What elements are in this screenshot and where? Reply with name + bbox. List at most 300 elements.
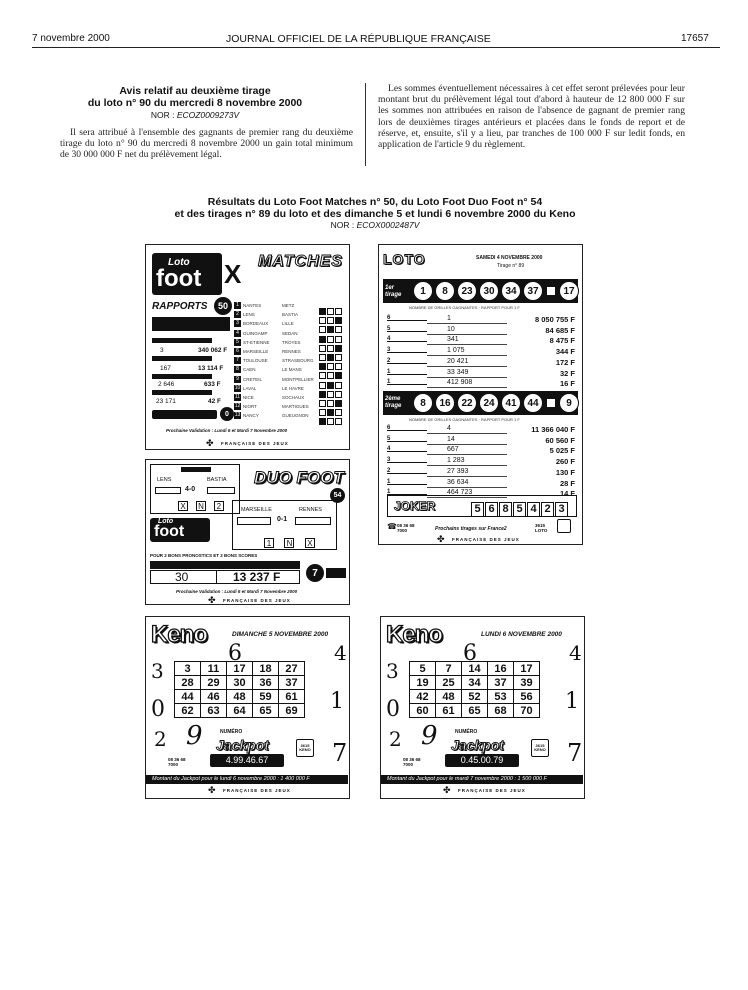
- lotofoot-gain-amount: 633 F: [204, 381, 221, 388]
- keno-deco-digit: 2: [389, 727, 402, 751]
- keno2-jackpot-number: 0.45.00.79: [445, 754, 519, 767]
- loto-row-count: 14: [447, 435, 455, 443]
- duofoot-team: BASTIA: [207, 477, 227, 483]
- rang-label: 1: [387, 370, 427, 375]
- row-divider: [427, 326, 507, 335]
- loto-ball: 1: [413, 281, 433, 301]
- loto-row-amount: 28 F: [559, 478, 575, 488]
- lotofoot-gain-amount: 13 114 F: [198, 365, 224, 372]
- loto-complementary-ball: 9: [559, 393, 579, 413]
- rang-label: 6: [387, 316, 427, 321]
- lotofoot-rang-bar: [152, 317, 230, 331]
- keno2-numero: NUMÉRO: [455, 729, 478, 735]
- resultats-title-line2: et des tirages n° 89 du loto et des dimanche 5 et lundi 6 novembre 2000 du Keno: [174, 208, 576, 220]
- team-home: GUINGAMP: [243, 330, 268, 336]
- duofoot-validation: Prochaine Validation : Lundi 6 et Mardi 7 Novembre 2000: [176, 589, 298, 594]
- keno1-fdj: FRANÇAISE DES JEUX: [223, 788, 291, 793]
- duofoot-number-badge: 54: [330, 488, 345, 503]
- keno-number: 70: [514, 704, 540, 718]
- keno-number: 18: [253, 662, 279, 676]
- loto-tirage: Tirage n° 89: [497, 263, 525, 269]
- lotofoot-logo-top: Loto: [168, 257, 190, 268]
- lotofoot-rapports: RAPPORTS: [152, 301, 208, 312]
- keno2-number-grid: [409, 661, 540, 718]
- keno-number: 37: [279, 676, 305, 690]
- duofoot-bar: [150, 561, 300, 569]
- keno-number: 63: [201, 704, 227, 718]
- rang-label: 6: [387, 426, 427, 431]
- loto-row-count: 36 634: [447, 478, 469, 486]
- loto-minitel: 3615 LOTO: [535, 523, 548, 533]
- team-away: MONTPELLIER: [282, 376, 314, 382]
- column-separator: [365, 83, 366, 166]
- team-home: NANCY: [243, 413, 259, 419]
- lotofoot-logo-main: foot: [156, 265, 202, 292]
- keno-row: [410, 662, 540, 676]
- duofoot-divider: [216, 571, 217, 583]
- row-divider: [427, 457, 507, 466]
- keno-number: 48: [227, 690, 253, 704]
- keno-number: 61: [279, 690, 305, 704]
- duofoot-team: MARSEILLE: [241, 507, 272, 513]
- keno1-jackpot: Jackpot: [216, 737, 269, 753]
- duofoot-box: X: [178, 501, 188, 511]
- loto-ball: 22: [457, 393, 477, 413]
- keno-deco-digit: 0: [386, 697, 400, 722]
- keno-number: 34: [462, 676, 488, 690]
- keno-row: [175, 662, 305, 676]
- loto-row-amount: 14 F: [559, 489, 575, 499]
- keno-row: [175, 704, 305, 718]
- header-date: 7 novembre 2000: [32, 33, 110, 44]
- match-index: 2: [234, 311, 241, 318]
- lotofoot-gain-count: 23 171: [156, 398, 176, 405]
- duofoot-amount: 13 237 F: [233, 570, 281, 584]
- rang-label: 1: [387, 490, 427, 495]
- joker-digit: 4: [527, 502, 540, 517]
- keno-number: 62: [175, 704, 201, 718]
- keno1-logo: Keno: [151, 621, 207, 648]
- team-away: BASTIA: [282, 312, 299, 318]
- keno-row: [410, 690, 540, 704]
- joker-digit: 5: [471, 502, 484, 517]
- match-index: 3: [234, 320, 241, 327]
- keno-deco-digit: 6: [228, 641, 242, 666]
- keno-number: 53: [488, 690, 514, 704]
- row-divider: [427, 347, 507, 356]
- keno-number: 52: [462, 690, 488, 704]
- loto-row-amount: 172 F: [555, 357, 575, 367]
- team-home: NICE: [243, 395, 254, 400]
- lotofoot-rang-bar: [152, 356, 212, 361]
- lotofoot-rang-bar: [152, 338, 212, 343]
- keno-number: 60: [410, 704, 436, 718]
- loto-row-count: 4: [447, 425, 451, 432]
- keno-deco-digit: 1: [330, 689, 344, 714]
- joker-digit: 2: [541, 502, 554, 517]
- avis-title: [60, 85, 330, 109]
- rang-label: 3: [387, 458, 427, 463]
- nor-label: NOR :: [330, 220, 355, 230]
- loto-complementary-ball: 17: [559, 281, 579, 301]
- nor-code: ECOZ0009273V: [176, 110, 240, 120]
- keno-number: 5: [410, 662, 436, 676]
- duofoot-score-grid: [207, 487, 235, 494]
- lotofoot-logo-main: foot: [154, 523, 185, 540]
- avis-nor: [60, 110, 330, 120]
- match-index: 7: [234, 357, 241, 364]
- avis-title-line2: du loto n° 90 du mercredi 8 novembre 2000: [87, 97, 303, 109]
- duofoot-pronos: [263, 533, 315, 551]
- duofoot-panel: [145, 459, 350, 605]
- duofoot-box: 2: [214, 501, 224, 511]
- keno-deco-digit: 7: [567, 739, 583, 767]
- nor-label: NOR :: [150, 110, 175, 120]
- keno-row: [175, 690, 305, 704]
- keno-number: 3: [175, 662, 201, 676]
- rang-label: 3: [387, 348, 427, 353]
- loto-row-count: 341: [447, 336, 459, 344]
- checkbox: [335, 418, 342, 425]
- loto-row-count: 1 283: [447, 457, 465, 465]
- loto-row-amount: 8 050 755 F: [534, 315, 575, 324]
- duofoot-box: N: [196, 501, 206, 511]
- duofoot-bar: [181, 467, 211, 472]
- avis-text-left: Il sera attribué à l'ensemble des gagnants de premier rang du deuxième tirage du loto n° 90 du mercredi 8 novembre 2000 un gain total minimum de 30 000 000 F net du prélèvement légal.: [60, 127, 353, 161]
- rang-label: 4: [387, 447, 427, 452]
- header-page: 17657: [681, 33, 709, 44]
- lotofoot-logo-x: X: [224, 259, 242, 289]
- loto-ball: 41: [501, 393, 521, 413]
- match-index: 12: [234, 403, 241, 410]
- loto-ball: 23: [457, 281, 477, 301]
- team-home: MARSEILLE: [243, 349, 269, 354]
- keno2-minitel-icon: 3615 KENO: [531, 739, 549, 757]
- keno-number: 11: [201, 662, 227, 676]
- lotofoot-small-badge: 0: [220, 407, 234, 421]
- match-index: 6: [234, 348, 241, 355]
- lotofoot-rang-bar: [152, 390, 212, 395]
- team-away: METZ: [282, 303, 295, 308]
- comp-square-icon: [546, 286, 556, 296]
- keno-number: 17: [227, 662, 253, 676]
- keno1-numero: NUMÉRO: [220, 729, 243, 735]
- loto-joker: [387, 495, 577, 517]
- keno1-jackpot-number: 4.99.46.67: [210, 754, 284, 767]
- team-away: SOCHAUX: [282, 395, 305, 400]
- keno-number: 61: [436, 704, 462, 718]
- keno2-fdj: FRANÇAISE DES JEUX: [458, 788, 526, 793]
- duofoot-score-grid: [155, 487, 181, 494]
- lotofoot-number-badge: 50: [214, 297, 232, 315]
- keno-deco-digit: 3: [151, 659, 164, 683]
- team-away: MARTIGUES: [282, 404, 309, 410]
- loto-row-count: 1 075: [447, 347, 465, 355]
- match-index: 11: [234, 394, 241, 400]
- keno-row: [175, 676, 305, 690]
- keno-number: 25: [436, 676, 462, 690]
- loto-row-amount: 5 025 F: [549, 446, 575, 456]
- loto-ball: 37: [523, 281, 543, 301]
- keno-number: 7: [436, 662, 462, 676]
- match-index: 4: [234, 330, 241, 337]
- match-index: 10: [234, 384, 241, 391]
- lotofoot-logo: [152, 253, 222, 295]
- duofoot-result: [150, 570, 300, 584]
- duofoot-team: RENNES: [299, 507, 322, 513]
- duofoot-box: 1: [264, 538, 274, 548]
- fdj-clover-icon: ✤: [443, 785, 451, 795]
- loto-row-count: 33 349: [447, 368, 469, 376]
- keno-deco-digit: 0: [151, 697, 165, 722]
- team-away: TROYES: [282, 339, 301, 345]
- rang-label: 2: [387, 469, 427, 474]
- lotofoot-validation: Prochaine Validation : Lundi 6 et Mardi 7 Novembre 2000: [166, 428, 288, 433]
- keno2-logo: Keno: [386, 621, 442, 648]
- team-home: LENS: [243, 312, 255, 318]
- duofoot-count: 30: [175, 570, 189, 584]
- avis-text-right: Les sommes éventuellement nécessaires à cet effet seront prélevées pour leur montant brut du prélèvement légal tout d'abord à hauteur de 12 800 000 F sur les sommes non attribuées en raison de l'absence de gagnant de premier rang lors de deuxièmes tirages antérieurs et placées dans le fonds de report et de réserve, et, ensuite, s'il y a lieu, par tranches de 100 000 F sur ledit fonds, en application de l'article 9 du règlement.: [378, 83, 685, 151]
- joker-digit: 6: [485, 502, 498, 517]
- loto-t2-label: 2ème tirage: [385, 396, 402, 409]
- joker-digit: 5: [513, 502, 526, 517]
- checkbox: [327, 418, 334, 425]
- fdj-clover-icon: ✤: [437, 534, 445, 544]
- resultats-nor: [250, 220, 500, 230]
- loto-row-count: 667: [447, 446, 459, 454]
- lotofoot-rang-bar: [152, 374, 212, 379]
- keno-deco-digit: 2: [154, 727, 167, 751]
- duofoot-box: X: [305, 538, 315, 548]
- lotofoot-gain-amount: 340 062 F: [198, 347, 228, 354]
- keno-number: 29: [201, 676, 227, 690]
- match-index: 8: [234, 366, 241, 373]
- header-rule: [32, 47, 720, 48]
- keno-number: 68: [488, 704, 514, 718]
- fdj-clover-icon: ✤: [208, 595, 216, 605]
- loto-row-count: 20 421: [447, 357, 469, 365]
- team-home: CRETEIL: [243, 376, 263, 382]
- duofoot-team: LENS: [157, 477, 172, 483]
- keno-deco-digit: 7: [332, 739, 348, 767]
- loto-ball: 34: [501, 281, 521, 301]
- team-home: CAEN: [243, 367, 256, 373]
- lotofoot-gain-count: 167: [160, 365, 171, 372]
- loto-row-count: 27 393: [447, 467, 469, 475]
- lotofoot-gain-count: 3: [160, 347, 164, 354]
- team-away: STRASBOURG: [282, 358, 314, 364]
- keno2-footer: Montant du Jackpot pour le mardi 7 novembre 2000 : 1 500 000 F: [381, 775, 583, 784]
- keno-number: 44: [175, 690, 201, 704]
- minitel-icon: [557, 519, 571, 533]
- row-divider: [427, 315, 507, 324]
- lotofoot-gain-count: 2 646: [158, 381, 175, 388]
- resultats-title: [100, 196, 650, 220]
- duofoot-logo: DUO FOOT: [254, 468, 344, 487]
- row-divider: [427, 446, 507, 455]
- keno-deco-digit: 6: [463, 641, 477, 666]
- keno-number: 59: [253, 690, 279, 704]
- rang-label: 1: [387, 480, 427, 485]
- joker-digit: 8: [499, 502, 512, 517]
- duofoot-score: 0-1: [277, 516, 288, 523]
- loto-fdj: FRANÇAISE DES JEUX: [452, 537, 520, 542]
- keno-number: 56: [514, 690, 540, 704]
- duofoot-badge: 7: [306, 564, 324, 582]
- lotofoot-gain-amount: 42 F: [208, 398, 222, 405]
- avis-title-line1: Avis relatif au deuxième tirage: [119, 85, 271, 97]
- keno-number: 69: [279, 704, 305, 718]
- team-away: LILLE: [282, 321, 294, 327]
- duofoot-match2: [232, 500, 337, 550]
- lotofoot-fdj: FRANÇAISE DES JEUX: [221, 441, 289, 446]
- duofoot-box: N: [284, 538, 294, 548]
- duofoot-lotofoot-logo: [150, 518, 210, 542]
- keno-number: 48: [436, 690, 462, 704]
- row-divider: [427, 425, 507, 434]
- loto-row-amount: 8 475 F: [549, 336, 575, 346]
- keno-number: 64: [227, 704, 253, 718]
- keno2-phone: 08 36 68 7000: [403, 757, 421, 767]
- keno-row: [410, 676, 540, 690]
- loto-panel: LOTO SAMEDI 4 NOVEMBRE 2000 Tirage n° 89 1er tirage NOMBRE DE GRILLES GAGNANTES · RAPPORT POUR 1 F 2ème tirage NOMBRE DE GRILLES GAGNANTES · RAPPORT POUR 1 F JOKER 5 6 8 5 4 2 3 ☎ 08 36 68 7000 Prochains tirages sur France2 3615 LOTO ✤ FRANÇAISE DES JEUX 1 8 23 30 34 37 17 8 16 22 24 41 44 9 6 1 8 050 755 F 5 10 84 685 F 4 341 8 475 F 3 1 075 344 F 2 20 421 172 F 1 33 349 32 F 1 412 908 16 F 6 4 11 366 040 F 5 14 60 560 F 4 667 5 025 F 3 1 283 260 F 2 27 393 130 F 1 36 634 28 F 1 464 723 14 F: [378, 244, 583, 545]
- loto-t1-label: 1er tirage: [385, 285, 402, 298]
- loto-row-amount: 84 685 F: [545, 325, 575, 335]
- keno2-panel: [380, 616, 585, 799]
- keno1-panel: [145, 616, 350, 799]
- keno-number: 17: [514, 662, 540, 676]
- keno-number: 65: [253, 704, 279, 718]
- team-away: LE HAVRE: [282, 385, 304, 391]
- duofoot-score: 4-0: [185, 486, 196, 493]
- team-away: RENNES: [282, 349, 301, 354]
- duofoot-bar: [326, 568, 346, 578]
- rang-label: 4: [387, 337, 427, 342]
- keno-row: [410, 704, 540, 718]
- keno-number: 14: [462, 662, 488, 676]
- match-index: 9: [234, 376, 241, 383]
- row-divider: [427, 436, 507, 445]
- duofoot-pronos: [177, 501, 224, 511]
- resultats-title-line1: Résultats du Loto Foot Matches n° 50, du Loto Foot Duo Foot n° 54: [207, 196, 543, 208]
- keno1-footer: Montant du Jackpot pour le lundi 6 novembre 2000 : 1 400 000 F: [146, 775, 348, 784]
- row-divider: [427, 336, 507, 345]
- loto-ball: 8: [413, 393, 433, 413]
- loto-ball: 30: [479, 281, 499, 301]
- team-home: BORDEAUX: [243, 321, 269, 327]
- loto-ball: 24: [479, 393, 499, 413]
- lotofoot-prochaine-bar: [152, 410, 217, 419]
- rang-label: 1: [387, 380, 427, 385]
- keno-number: 19: [410, 676, 436, 690]
- loto-phone: 08 36 68 7000: [397, 523, 415, 533]
- joker-digit: 3: [555, 502, 568, 517]
- match-index: 1: [234, 302, 241, 309]
- keno-number: 37: [488, 676, 514, 690]
- team-away: GUEUGNON: [282, 413, 309, 419]
- match-index: 13: [234, 412, 241, 419]
- duofoot-pour: POUR 2 BONS PRONOSTICS ET 2 BONS SCORES: [150, 553, 258, 558]
- checkbox: [319, 418, 326, 425]
- loto-row-count: 412 908: [447, 379, 473, 387]
- loto-ball: 16: [435, 393, 455, 413]
- loto-date: SAMEDI 4 NOVEMBRE 2000: [476, 255, 543, 261]
- comp-square-icon: [546, 398, 556, 408]
- lotofoot-panel: [145, 244, 350, 450]
- fdj-clover-icon: ✤: [208, 785, 216, 795]
- joker-digits: [471, 499, 569, 517]
- keno-deco-digit: 9: [421, 721, 438, 751]
- loto-row-count: 464 723: [447, 489, 473, 497]
- keno1-minitel-icon: 3615 KENO: [296, 739, 314, 757]
- fdj-clover-icon: ✤: [206, 438, 214, 448]
- duofoot-score-grid: [237, 517, 271, 525]
- joker-label: JOKER: [394, 499, 436, 513]
- loto-row-count: 1: [447, 315, 451, 322]
- team-home: LAVAL: [243, 385, 257, 391]
- loto-ball: 44: [523, 393, 543, 413]
- duofoot-match1: [150, 464, 240, 514]
- team-away: SEDAN: [282, 330, 298, 336]
- keno-deco-digit: 9: [186, 721, 203, 751]
- rang-label: 5: [387, 327, 427, 332]
- loto-row-count: 10: [447, 325, 455, 333]
- match-checkboxes: [318, 412, 342, 430]
- keno2-date: LUNDI 6 NOVEMBRE 2000: [481, 631, 562, 638]
- keno-deco-digit: 3: [386, 659, 399, 683]
- keno-number: 65: [462, 704, 488, 718]
- keno-number: 39: [514, 676, 540, 690]
- loto-ball: 8: [435, 281, 455, 301]
- team-away: LE MANS: [282, 367, 302, 373]
- lotofoot-matches-title: MATCHES: [258, 253, 343, 270]
- keno-number: 46: [201, 690, 227, 704]
- loto-row-amount: 260 F: [555, 457, 575, 467]
- header-journal: JOURNAL OFFICIEL DE LA RÉPUBLIQUE FRANÇAISE: [226, 33, 491, 45]
- keno-number: 36: [253, 676, 279, 690]
- team-home: ST-ETIENNE: [243, 339, 270, 345]
- loto-row-amount: 344 F: [555, 347, 575, 357]
- phone-icon: ☎: [387, 522, 397, 531]
- loto-row-amount: 32 F: [559, 368, 575, 378]
- keno-number: 16: [488, 662, 514, 676]
- loto-row-amount: 130 F: [555, 467, 575, 477]
- duofoot-fdj: FRANÇAISE DES JEUX: [223, 598, 291, 603]
- duofoot-score-grid: [295, 517, 331, 525]
- keno-number: 42: [410, 690, 436, 704]
- keno1-number-grid: [174, 661, 305, 718]
- team-home: TOULOUSE: [243, 358, 268, 364]
- loto-row-amount: 60 560 F: [545, 435, 575, 445]
- keno1-phone: 08 36 68 7000: [168, 757, 186, 767]
- keno1-date: DIMANCHE 5 NOVEMBRE 2000: [232, 631, 329, 638]
- loto-row-amount: 11 366 040 F: [531, 425, 575, 434]
- keno2-jackpot: Jackpot: [451, 737, 504, 753]
- nor-code: ECOX0002487V: [356, 220, 420, 230]
- keno-deco-digit: 4: [334, 641, 347, 665]
- match-index: 5: [234, 339, 241, 346]
- keno-deco-digit: 4: [569, 641, 582, 665]
- loto-row-amount: 16 F: [559, 379, 575, 389]
- loto-prochains: Prochains tirages sur France2: [435, 526, 507, 532]
- keno-deco-digit: 1: [565, 689, 579, 714]
- team-home: NIORT: [243, 404, 257, 410]
- lotofoot-logo-top: Loto: [158, 518, 174, 525]
- keno-number: 28: [175, 676, 201, 690]
- loto-logo: LOTO: [383, 251, 426, 267]
- rang-label: 5: [387, 437, 427, 442]
- team-home: NANTES: [243, 303, 262, 308]
